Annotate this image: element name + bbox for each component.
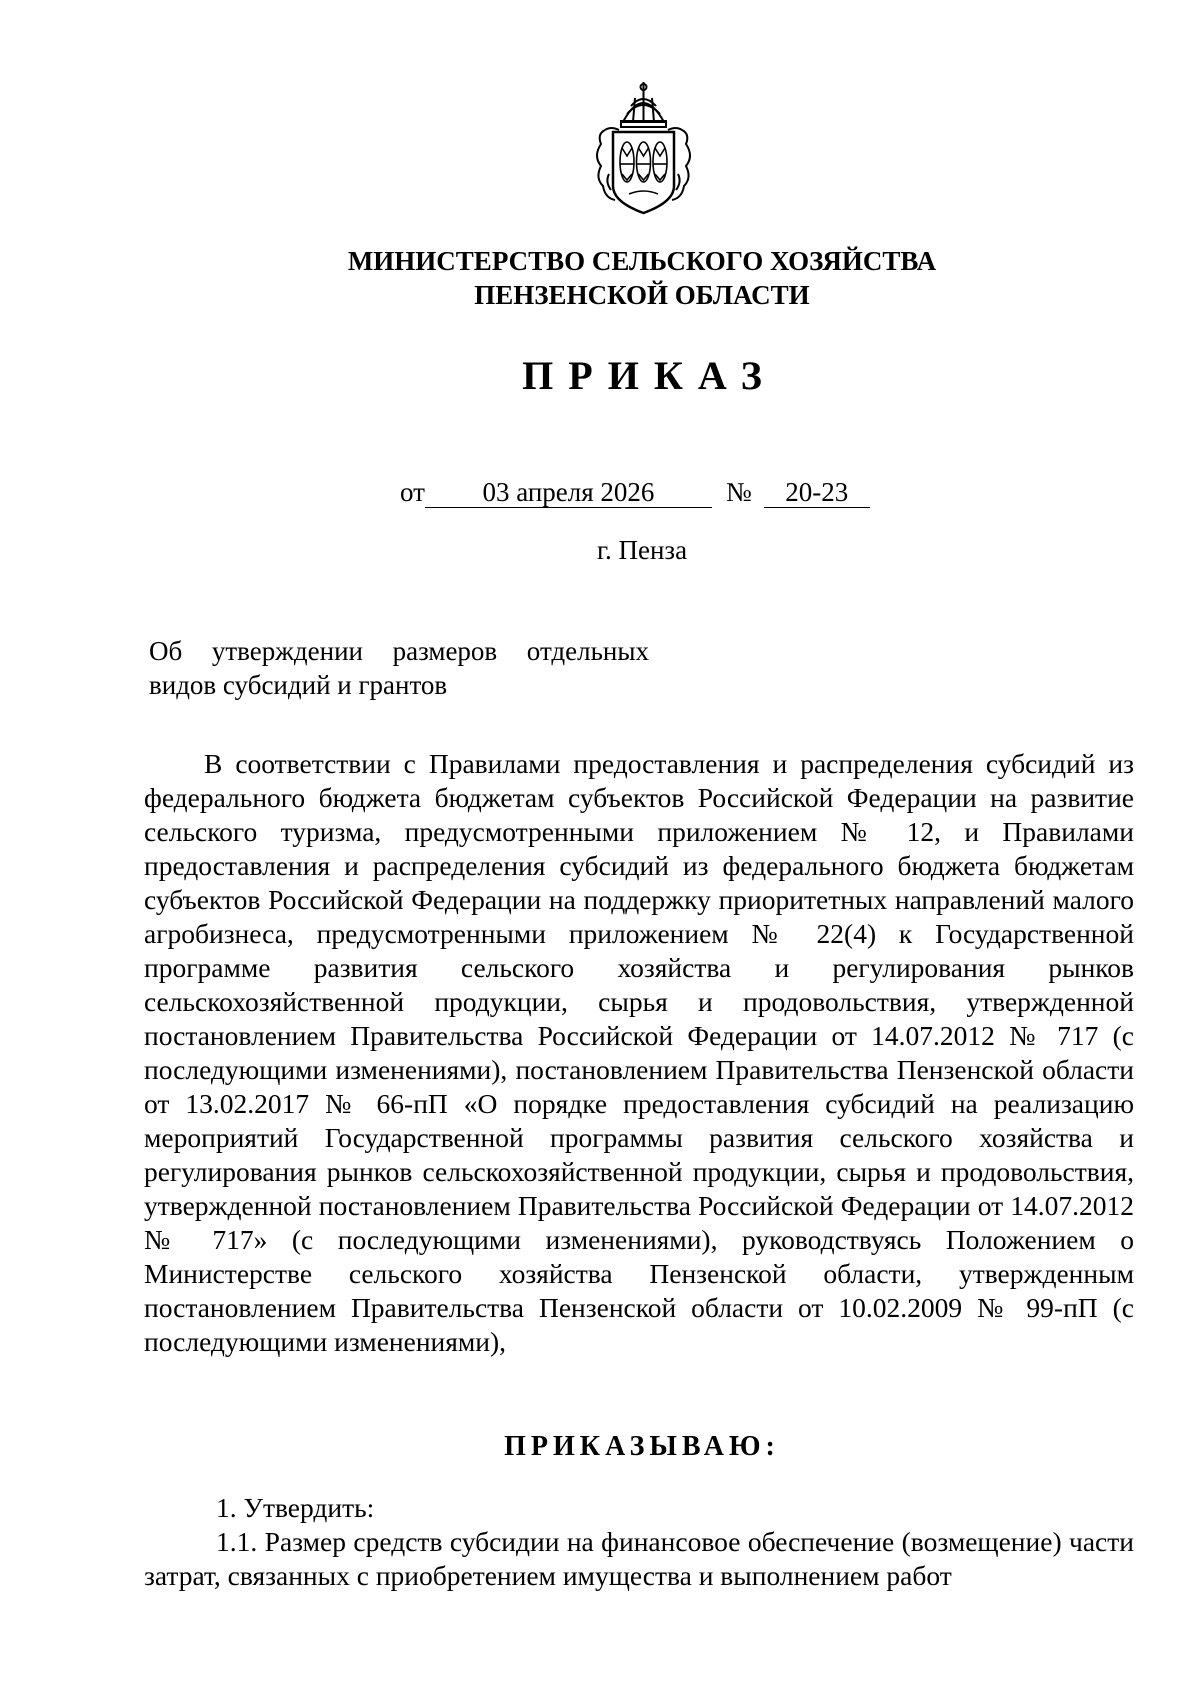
ministry-name xyxy=(150,244,1134,312)
issuing-city: г. Пенза xyxy=(596,535,688,565)
order-number-field: 20-23 xyxy=(764,477,870,508)
coat-of-arms-icon xyxy=(591,82,696,217)
order-item-1: 1. Утвердить: xyxy=(216,1492,375,1523)
subject-line1: Об утверждении размеров отдельных xyxy=(149,636,649,666)
number-prefix-label: № xyxy=(725,477,752,507)
subject-line2: видов субсидий и грантов xyxy=(149,670,448,700)
order-item-1-1: 1.1. Размер средств субсидии на финансовое обеспечение (возмещение) части затрат, связанных с приобретением имущества и выполнением работ xyxy=(144,1526,1134,1591)
date-prefix-label: от xyxy=(400,477,425,507)
order-items xyxy=(144,1491,1134,1593)
document-subject xyxy=(149,634,649,702)
preamble xyxy=(144,747,1134,1359)
order-heading: ПРИКАЗЫВАЮ: xyxy=(504,1431,780,1462)
ministry-name-line1: МИНИСТЕРСТВО СЕЛЬСКОГО ХОЗЯЙСТВА xyxy=(347,246,937,276)
date-number-line xyxy=(400,474,870,510)
preamble-paragraph: В соответствии с Правилами предоставления и распределения субсидий из федерального бюджета бюджетам субъектов Российской Федерации на развитие сельского туризма, предусмотренными приложением № 12, и Правилами предоставления и распределения субсидий из федерального бюджета бюджетам субъектов Российской Федерации на поддержку приоритетных направлений малого агробизнеса, предусмотренными приложением № 22(4) к Государственной программе развития сельского хозяйства и регулирования рынков сельскохозяйственной продукции, сырья и продовольствия, утвержденной постановлением Правительства Российской Федерации от 14.07.2012 № 717 (с последующими изменениями), постановлением Правительства Пензенской области от 13.02.2017 № 66-пП «О порядке предоставления субсидий на реализацию мероприятий Государственной программы развития сельского хозяйства и регулирования рынков сельскохозяйственной продукции, сырья и продовольствия, утвержденной постановлением Правительства Российской Федерации от 14.07.2012 № 717» (с последующими изменениями), руководствуясь Положением о Министерстве сельского хозяйства Пензенской области, утвержденным постановлением Правительства Пензенской области от 10.02.2009 № 99-пП (с последующими изменениями), xyxy=(144,748,1134,1357)
order-date-field: 03 апреля 2026 xyxy=(425,477,712,508)
document-type-heading: ПРИКАЗ xyxy=(522,353,777,398)
ministry-name-line2: ПЕНЗЕНСКОЙ ОБЛАСТИ xyxy=(474,280,810,310)
